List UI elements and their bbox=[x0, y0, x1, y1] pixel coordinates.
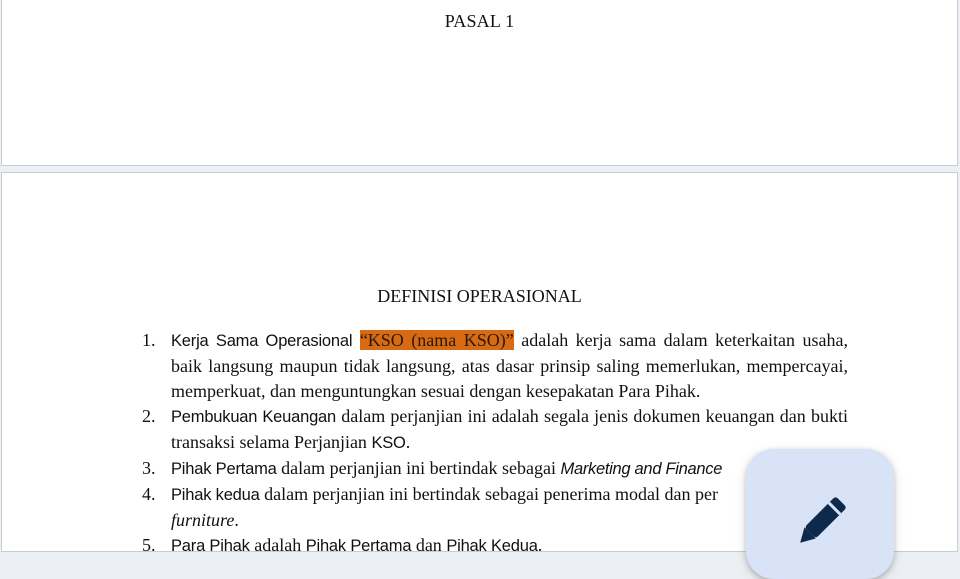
edit-fab-button[interactable] bbox=[746, 449, 894, 579]
item-number: 5. bbox=[142, 535, 156, 555]
definition-list bbox=[142, 328, 848, 559]
item-text-end: . bbox=[234, 510, 239, 530]
defined-term: Pihak Pertama bbox=[305, 537, 412, 555]
item-number: 4. bbox=[142, 484, 156, 504]
article-heading: PASAL 1 bbox=[444, 11, 515, 31]
list-item bbox=[142, 533, 848, 559]
defined-term: Pembukuan Keuangan bbox=[171, 408, 336, 426]
item-number: 1. bbox=[142, 330, 156, 350]
defined-term: Para Pihak bbox=[171, 537, 250, 555]
list-item bbox=[142, 482, 848, 533]
document-page-1 bbox=[1, 0, 958, 166]
highlighted-placeholder[interactable]: “KSO (nama KSO)” bbox=[359, 330, 514, 350]
item-number: 3. bbox=[142, 458, 156, 478]
list-item bbox=[142, 328, 848, 404]
defined-term: Pihak kedua bbox=[171, 486, 260, 504]
item-text: dan bbox=[411, 535, 447, 555]
item-text: dalam perjanjian ini bertindak sebagai penerima modal dan per bbox=[259, 484, 718, 504]
item-text: adalah kerja sama dalam keterkaitan usaha, baik langsung maupun tidak langsung, atas dasar prinsip saling memerlukan, mempercayai, memperkuat, dan menguntungkan sesuai dengan kesepakatan Para Pihak. bbox=[171, 330, 848, 401]
item-text: adalah bbox=[249, 535, 306, 555]
item-text: dalam perjanjian ini bertindak sebagai bbox=[276, 458, 561, 478]
item-text-end: . bbox=[405, 432, 411, 452]
list-item bbox=[142, 404, 848, 456]
emphasized-text: Marketing and Finance bbox=[560, 460, 723, 478]
item-number: 2. bbox=[142, 406, 156, 426]
item-text: dalam perjanjian ini adalah segala jenis dokumen keuangan dan bukti transaksi selama Perjanjian bbox=[171, 406, 848, 452]
defined-term: KSO bbox=[371, 434, 406, 452]
defined-term: Kerja Sama Operasional bbox=[171, 332, 353, 350]
section-heading: DEFINISI OPERASIONAL bbox=[377, 286, 582, 306]
emphasized-text: furniture bbox=[171, 510, 235, 530]
list-item bbox=[142, 456, 848, 482]
item-text-end: . bbox=[537, 535, 543, 555]
defined-term: Pihak Pertama bbox=[171, 460, 277, 478]
pencil-icon bbox=[790, 493, 850, 553]
defined-term: Pihak Kedua bbox=[446, 537, 538, 555]
